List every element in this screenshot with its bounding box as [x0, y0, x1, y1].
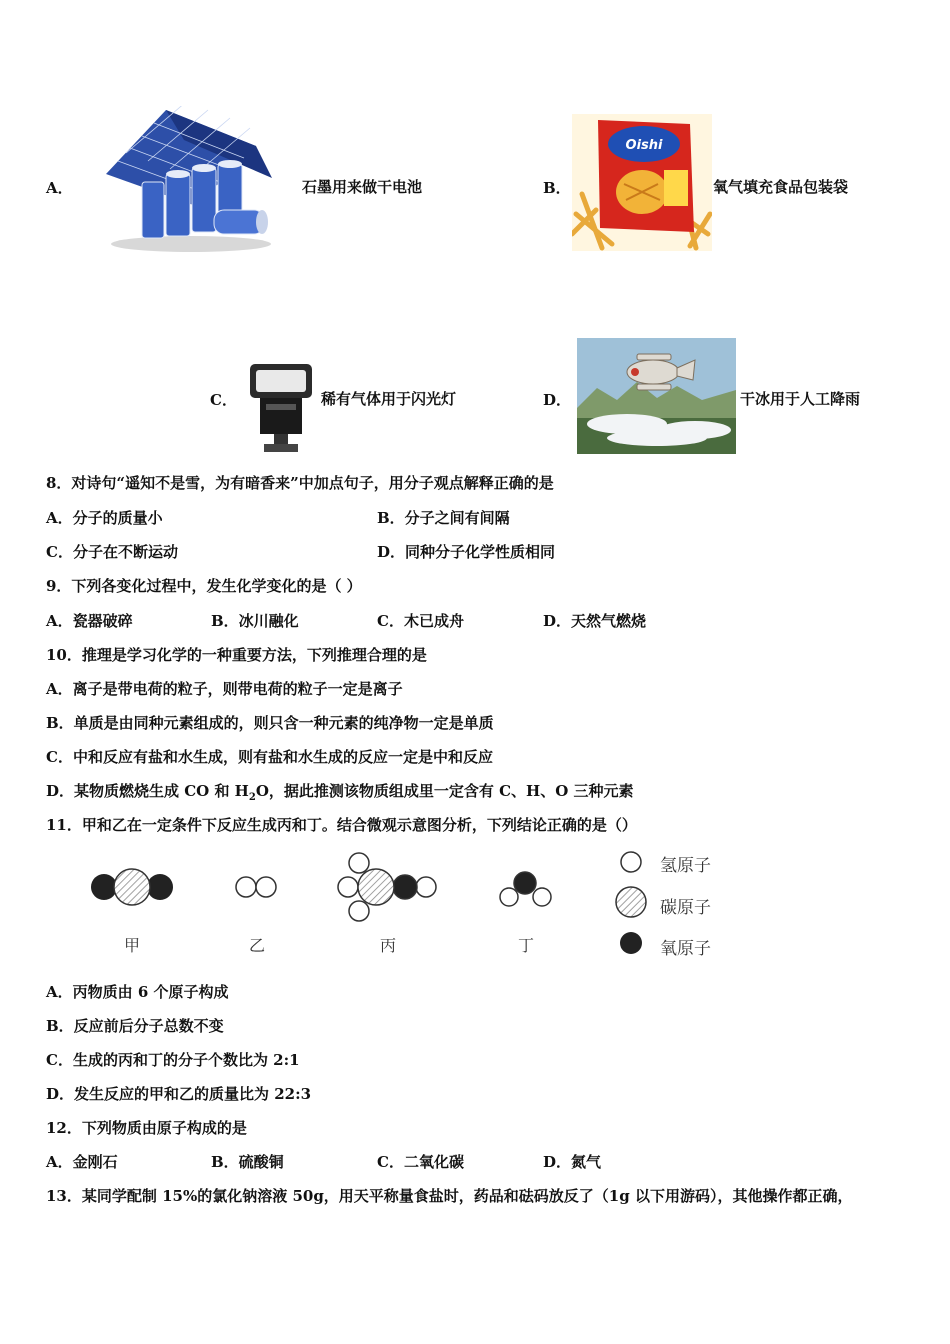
q12-option-b: B．硫酸铜 [211, 1153, 284, 1171]
q11-option-d: D．发生反应的甲和乙的质量比为 22:3 [46, 1085, 312, 1103]
molecule-yi [236, 877, 276, 897]
option-b-text: 氧气填充食品包装袋 [713, 178, 849, 196]
reaction-micro-diagram [80, 845, 740, 970]
option-c-text: 稀有气体用于闪光灯 [321, 390, 457, 408]
molecule-label-ding: 丁 [518, 936, 535, 955]
option-a-letter: A． [46, 179, 73, 197]
solar-panel-house-image [96, 106, 274, 254]
snack-brand: Oishi [625, 138, 663, 153]
q12-option-d: D．氮气 [543, 1153, 602, 1171]
carbon-atom-legend-symbol [616, 887, 646, 917]
q11-option-c: C．生成的丙和丁的分子个数比为 2:1 [46, 1051, 300, 1069]
legend-carbon: 碳原子 [660, 898, 711, 918]
q8-stem: 8．对诗句“遥知不是雪，为有暗香来”中加点句子，用分子观点解释正确的是 [46, 474, 554, 492]
option-d-text: 干冰用于人工降雨 [740, 390, 861, 408]
legend-hydrogen: 氢原子 [660, 856, 711, 876]
option-c-letter: C． [210, 391, 237, 409]
legend-oxygen: 氧原子 [660, 939, 711, 959]
q10-option-d: D．某物质燃烧生成 CO 和 $H_2O$，据此推测该物质组成里一定含有 C、H、O 三种元素 [46, 782, 634, 803]
q9-option-b: B．冰川融化 [211, 612, 299, 630]
q8-option-d: D．同种分子化学性质相同 [377, 543, 556, 561]
q9-option-a: A．瓷器破碎 [46, 612, 133, 630]
q10-option-b: B．单质是由同种元素组成的，则只含一种元素的纯净物一定是单质 [46, 714, 494, 732]
q9-option-d: D．天然气燃烧 [543, 612, 647, 630]
q13-stem: 13．某同学配制 15%的氯化钠溶液 50g，用天平称量食盐时，药品和砝码放反了（1g 以下用游码），其他操作都正确， [46, 1187, 853, 1205]
molecule-bing [338, 853, 436, 921]
q11-option-a: A．丙物质由 6 个原子构成 [46, 983, 229, 1001]
hydrogen-atom-legend-symbol [621, 852, 641, 872]
q11-stem: 11．甲和乙在一定条件下反应生成丙和丁。结合微观示意图分析，下列结论正确的是（） [46, 816, 637, 834]
q10-stem: 10．推理是学习化学的一种重要方法，下列推理合理的是 [46, 646, 427, 664]
q11-option-b: B．反应前后分子总数不变 [46, 1017, 224, 1035]
q12-option-c: C．二氧化碳 [377, 1153, 464, 1171]
q8-option-c: C．分子在不断运动 [46, 543, 178, 561]
molecule-label-yi: 乙 [249, 936, 266, 955]
q10-option-a: A．离子是带电荷的粒子，则带电荷的粒子一定是离子 [46, 680, 403, 698]
molecule-jia [91, 869, 173, 905]
option-a-text: 石墨用来做干电池 [302, 178, 423, 196]
oxygen-atom-legend-symbol [620, 932, 642, 954]
molecule-ding [500, 872, 551, 906]
q12-stem: 12．下列物质由原子构成的是 [46, 1119, 247, 1137]
molecule-label-bing: 丙 [380, 936, 397, 955]
option-d-letter: D． [543, 391, 572, 409]
snack-bag-image [572, 114, 712, 251]
q8-option-a: A．分子的质量小 [46, 509, 163, 527]
camera-flash-image [246, 360, 316, 454]
q8-option-b: B．分子之间有间隔 [377, 509, 510, 527]
q12-option-a: A．金刚石 [46, 1153, 118, 1171]
q9-option-c: C．木已成舟 [377, 612, 464, 630]
option-b-letter: B． [543, 179, 571, 197]
q9-stem: 9．下列各变化过程中，发生化学变化的是（ ） [46, 577, 362, 595]
molecule-label-jia: 甲 [124, 936, 141, 955]
cloud-seeding-plane-image [577, 338, 736, 454]
q10-option-c: C．中和反应有盐和水生成，则有盐和水生成的反应一定是中和反应 [46, 748, 493, 766]
